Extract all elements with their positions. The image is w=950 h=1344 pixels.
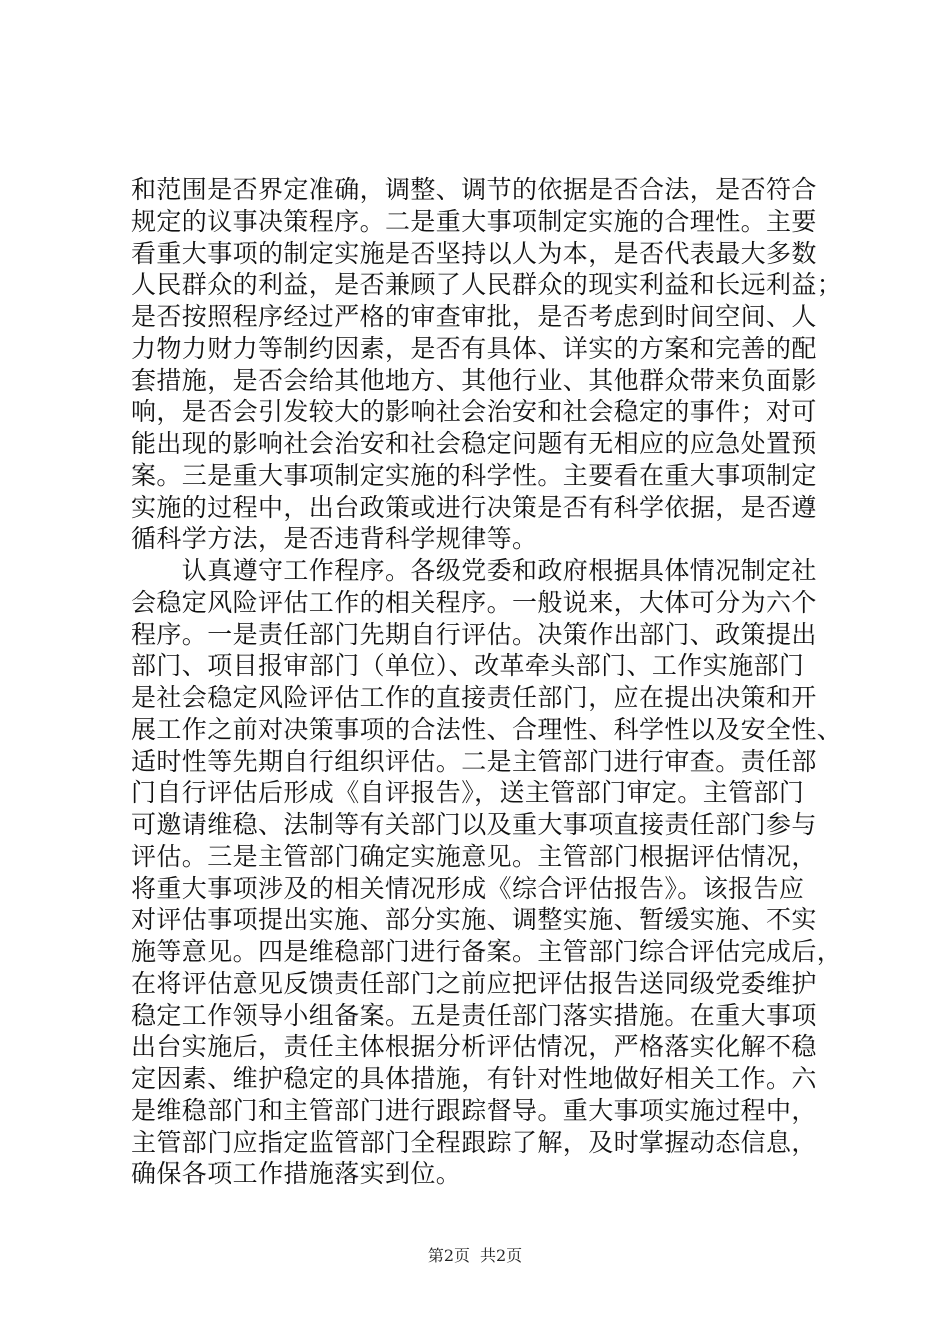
text-line: 力物力财力等制约因素，是否有具体、详实的方案和完善的配: [131, 333, 817, 363]
text-line: 能出现的影响社会治安和社会稳定问题有无相应的应急处置预: [131, 429, 817, 458]
text-line: 对评估事项提出实施、部分实施、调整实施、暂缓实施、不实: [131, 905, 817, 935]
text-line: 在将评估意见反馈责任部门之前应把评估报告送同级党委维护: [131, 968, 817, 998]
text-line: 是维稳部门和主管部门进行跟踪督导。重大事项实施过程中，: [131, 1095, 817, 1125]
text-line: 评估。三是主管部门确定实施意见。主管部门根据评估情况，: [131, 841, 817, 871]
text-line: 主管部门应指定监管部门全程跟踪了解，及时掌握动态信息，: [131, 1127, 817, 1157]
text-line: 和范围是否界定准确，调整、调节的依据是否合法，是否符合: [131, 175, 817, 204]
page-number: 第2页: [427, 1246, 470, 1265]
text-line: 出台实施后，责任主体根据分析评估情况，严格落实化解不稳: [131, 1032, 817, 1062]
text-line: 部门、项目报审部门（单位）、改革牵头部门、工作实施部门: [131, 651, 805, 681]
text-line: 案。三是重大事项制定实施的科学性。主要看在重大事项制定: [131, 460, 817, 490]
text-line: 认真遵守工作程序。各级党委和政府根据具体情况制定社: [131, 556, 817, 585]
text-line: 门自行评估后形成《自评报告》，送主管部门审定。主管部门: [131, 778, 805, 808]
text-line: 看重大事项的制定实施是否坚持以人为本，是否代表最大多数: [131, 238, 817, 268]
text-line: 是社会稳定风险评估工作的直接责任部门，应在提出决策和开: [131, 683, 817, 712]
page-footer: [0, 1243, 950, 1266]
text-line: 程序。一是责任部门先期自行评估。决策作出部门、政策提出: [131, 619, 817, 649]
text-line: 定因素、维护稳定的具体措施，有针对性地做好相关工作。六: [131, 1064, 817, 1093]
text-line: 确保各项工作措施落实到位。: [131, 1159, 462, 1189]
text-line: 展工作之前对决策事项的合法性、合理性、科学性以及安全性、: [131, 714, 843, 744]
text-line: 稳定工作领导小组备案。五是责任部门落实措施。在重大事项: [131, 1000, 817, 1030]
text-line: 循科学方法，是否违背科学规律等。: [131, 524, 538, 554]
text-line: 适时性等先期自行组织评估。二是主管部门进行审查。责任部: [131, 746, 817, 776]
text-line: 是否按照程序经过严格的审查审批，是否考虑到时间空间、人: [131, 302, 817, 331]
text-line: 响，是否会引发较大的影响社会治安和社会稳定的事件；对可: [131, 397, 817, 427]
text-line: 会稳定风险评估工作的相关程序。一般说来，大体可分为六个: [131, 587, 817, 617]
page-total: 共2页: [480, 1246, 523, 1265]
text-line: 可邀请维稳、法制等有关部门以及重大事项直接责任部门参与: [131, 810, 817, 839]
text-line: 人民群众的利益，是否兼顾了人民群众的现实利益和长远利益；: [131, 270, 843, 300]
text-line: 施等意见。四是维稳部门进行备案。主管部门综合评估完成后，: [131, 937, 843, 966]
text-line: 套措施，是否会给其他地方、其他行业、其他群众带来负面影: [131, 365, 817, 395]
text-line: 将重大事项涉及的相关情况形成《综合评估报告》。该报告应: [131, 873, 805, 903]
document-body: [131, 174, 861, 1190]
text-line: 实施的过程中，出台政策或进行决策是否有科学依据，是否遵: [131, 492, 817, 522]
text-line: 规定的议事决策程序。二是重大事项制定实施的合理性。主要: [131, 206, 817, 236]
